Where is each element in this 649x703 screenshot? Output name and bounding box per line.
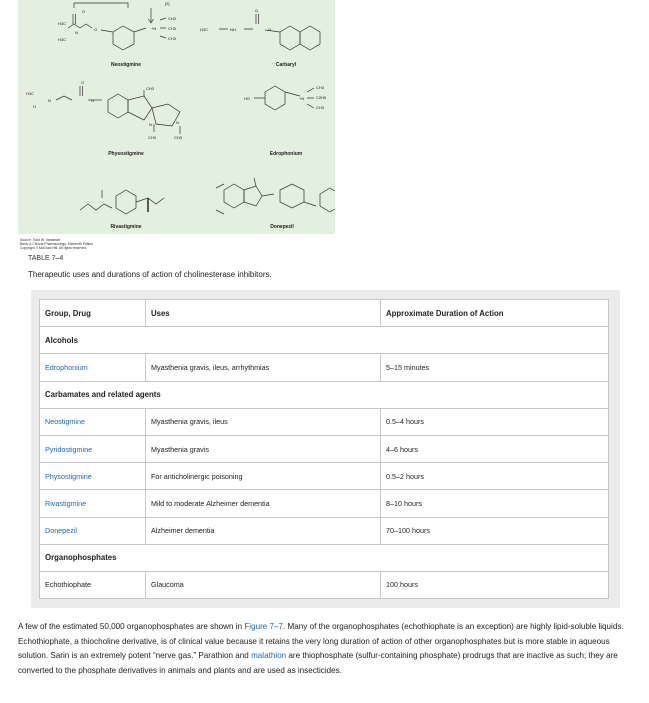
table-id: TABLE 7–4 xyxy=(28,255,64,262)
source-line-2: Basic & Clinical Pharmacology, Sixteenth Edition xyxy=(20,242,94,246)
table-row xyxy=(40,408,609,435)
malathion-link[interactable]: malathion xyxy=(251,651,287,660)
atom-n-3: N xyxy=(149,122,152,127)
header-uses: Uses xyxy=(146,300,381,327)
arrow-label: [2] xyxy=(165,1,170,6)
atom-o-6: O xyxy=(91,98,95,103)
duration-cell: 70–100 hours xyxy=(381,517,609,544)
duration-cell: 8–10 hours xyxy=(381,490,609,517)
atom-ch3-7: CH3 xyxy=(316,85,325,90)
group-label: Organophosphates xyxy=(40,544,609,571)
bracket-top xyxy=(74,3,128,8)
atom-ch3-3: CH3 xyxy=(168,36,177,41)
table-caption: Therapeutic uses and durations of action of cholinesterase inhibitors. xyxy=(28,270,272,279)
uses-cell: Alzheimer dementia xyxy=(146,517,381,544)
figure-7-7-link[interactable]: Figure 7–7 xyxy=(244,622,284,631)
uses-cell: Myasthenia gravis, ileus, arrhythmias xyxy=(146,354,381,381)
atom-c2h5: C2H5 xyxy=(316,95,327,100)
atom-o-4: O xyxy=(268,27,272,32)
ring-rivastigmine xyxy=(116,190,136,214)
table-group-row xyxy=(40,544,609,571)
table-row xyxy=(40,435,609,462)
figure-source xyxy=(20,238,180,250)
ring-carbaryl-a xyxy=(280,26,300,50)
group-label: Carbamates and related agents xyxy=(40,381,609,408)
label-edrophonium: Edrophonium xyxy=(269,151,303,157)
drug-link-edrophonium[interactable]: Edrophonium xyxy=(40,354,146,381)
uses-cell: Myasthenia gravis xyxy=(146,435,381,462)
atom-o-5: O xyxy=(81,80,85,85)
cholinesterase-table xyxy=(39,299,609,599)
table-group-row xyxy=(40,381,609,408)
source-line-3: Copyright © McGraw Hill. All rights reserved. xyxy=(20,246,87,250)
drug-echothiophate: Echothiophate xyxy=(40,571,146,598)
ring-donepezil-d xyxy=(320,188,335,212)
drug-link-physostigmine[interactable]: Physostigmine xyxy=(40,463,146,490)
ring-donepezil-b xyxy=(244,186,262,206)
atom-h3c-4: H3C xyxy=(26,91,35,96)
table-group-row xyxy=(40,327,609,354)
duration-cell: 100 hours xyxy=(381,571,609,598)
table-row xyxy=(40,463,609,490)
duration-cell: 0.5–4 hours xyxy=(381,408,609,435)
header-duration: Approximate Duration of Action xyxy=(381,300,609,327)
source-line-1: Source: Todd W. Vanderah: xyxy=(20,238,62,242)
ring-carbaryl-b xyxy=(300,26,320,50)
atom-h3c-2: H3C xyxy=(58,37,67,42)
drug-link-rivastigmine[interactable]: Rivastigmine xyxy=(40,490,146,517)
ring-donepezil-a xyxy=(224,184,244,208)
atom-n-4: N xyxy=(176,120,179,125)
atom-ch3-8: CH3 xyxy=(316,105,325,110)
table-header-row xyxy=(40,300,609,327)
table-row xyxy=(40,517,609,544)
atom-h-1: H xyxy=(33,104,36,109)
ring-physostigmine-a xyxy=(108,94,128,118)
atom-n-2: N xyxy=(48,98,51,103)
ring-neostigmine xyxy=(113,26,134,50)
atom-n-1: N xyxy=(75,30,78,35)
atom-nh-1: NH xyxy=(230,27,236,32)
duration-cell: 0.5–2 hours xyxy=(381,463,609,490)
atom-o-2: O xyxy=(94,27,98,32)
atom-h3c-3: H3C xyxy=(200,27,209,32)
label-carbaryl: Carbaryl xyxy=(275,62,297,68)
drug-link-pyridostigmine[interactable]: Pyridostigmine xyxy=(40,435,146,462)
duration-cell: 4–6 hours xyxy=(381,435,609,462)
uses-cell: Myasthenia gravis, ileus xyxy=(146,408,381,435)
table-row xyxy=(40,354,609,381)
table-row xyxy=(40,490,609,517)
atom-ch3-2: CH3 xyxy=(168,26,177,31)
atom-ch3-1: CH3 xyxy=(168,16,177,21)
para-text-3: are thiophosphate (sulfur-containing phosphate) prodrugs that are inactive as such; they are converted to the phosphate derivatives in animals and plants and are used as insecticides. xyxy=(18,651,618,675)
group-label: Alcohols xyxy=(40,327,609,354)
drug-link-neostigmine[interactable]: Neostigmine xyxy=(40,408,146,435)
atom-o-3: O xyxy=(255,8,259,13)
uses-cell: Glaucoma xyxy=(146,571,381,598)
para-text-1: A few of the estimated 50,000 organophosphates are shown in xyxy=(18,622,245,631)
duration-cell: 5–15 minutes xyxy=(381,354,609,381)
table-container xyxy=(31,290,620,608)
atom-ho: HO xyxy=(244,96,250,101)
atom-ch3-5: CH3 xyxy=(148,135,157,140)
body-paragraph xyxy=(18,620,630,678)
atom-plus-n-1: +N xyxy=(151,26,157,31)
uses-cell: Mild to moderate Alzheimer dementia xyxy=(146,490,381,517)
chemical-structures-figure xyxy=(18,0,335,234)
atom-o-1: O xyxy=(82,9,86,14)
ring-physostigmine-b xyxy=(128,96,152,120)
label-physostigmine: Physostigmine xyxy=(108,151,144,157)
label-donepezil: Donepezil xyxy=(270,224,294,230)
ring-donepezil-c xyxy=(280,184,304,208)
label-neostigmine: Neostigmine xyxy=(110,62,142,68)
structures-svg xyxy=(18,0,335,234)
ring-edrophonium xyxy=(265,86,285,110)
para-text-2: . Many of the organophosphates (echothiophate is an exception) are highly lipid-soluble liquids. Echothiophate, a thiocholine derivative, is of clinical value because it retains the very long duration of action of other organophosphates but is more stable in aqueous solution. Sarin is an extremely potent “nerve gas.” Parathion and xyxy=(18,622,624,660)
atom-h3c-1: H3C xyxy=(58,21,67,26)
atom-plus-n-2: +N xyxy=(299,96,305,101)
atom-ch3-6: CH3 xyxy=(174,135,183,140)
label-rivastigmine: Rivastigmine xyxy=(110,224,142,230)
drug-link-donepezil[interactable]: Donepezil xyxy=(40,517,146,544)
table-row xyxy=(40,571,609,598)
header-group-drug: Group, Drug xyxy=(40,300,146,327)
atom-ch3-4: CH3 xyxy=(146,86,155,91)
uses-cell: For anticholinergic poisoning xyxy=(146,463,381,490)
